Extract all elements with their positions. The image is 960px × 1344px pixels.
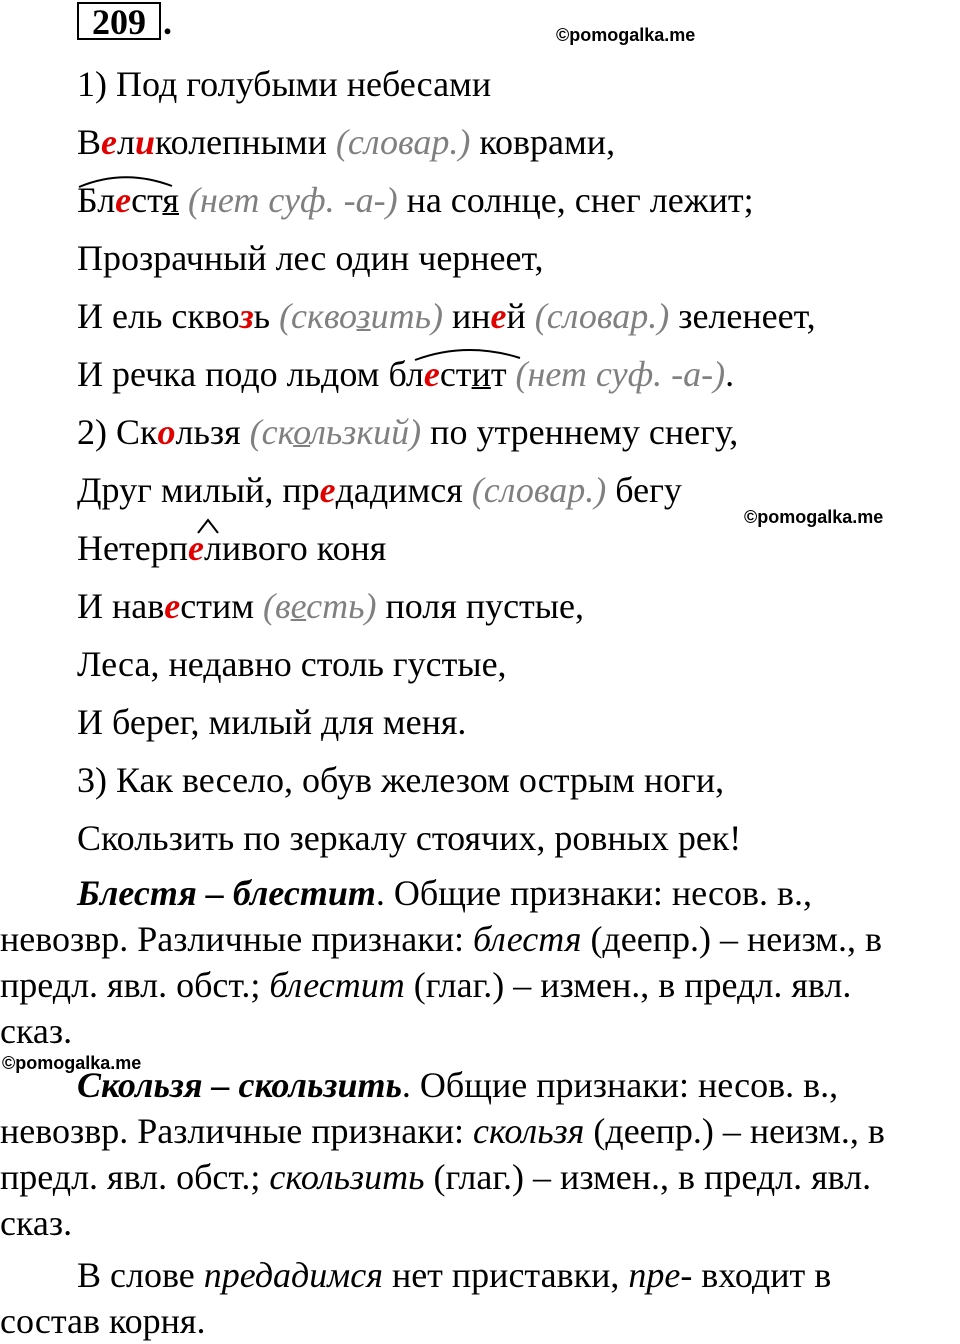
poem-line: 3) Как весело, обув железом острым ноги, [77,760,725,800]
poem-line: Леса, недавно столь густые, [77,644,507,684]
watermark: ©pomogalka.me [744,507,884,527]
watermark: ©pomogalka.me [556,25,696,45]
poem-line: Нетерпеливого коня [77,528,387,568]
poem-line: Блестя (нет суф. -а-) на солнце, снег лежит; [77,180,754,220]
poem-line: 1) Под голубыми небесами [77,64,492,104]
poem-line: Прозрачный лес один чернеет, [77,238,544,278]
poem-line: Друг милый, предадимся (словар.) бегу [77,470,682,510]
exercise-number-box: 209 [77,2,161,40]
poem-line: И речка подо льдом блестит (нет суф. -а-). [77,354,735,394]
exercise-number [77,2,172,42]
paragraph-skolzya: Скользя – скользить. Общие признаки: несов. в., невозвр. Различные признаки: скользя (деепр.) – неизм., в предл. явл. обст.; скользить (глаг.) – измен., в предл. явл. сказ. [0,1065,885,1243]
poem-line: 2) Скользя (скользкий) по утреннему снегу, [77,412,739,452]
poem-line: И берег, милый для меня. [77,702,467,742]
poem-line: И навестим (весть) поля пустые, [77,586,584,626]
poem-line: Скользить по зеркалу стоячих, ровных рек! [77,818,742,858]
watermark: ©pomogalka.me [2,1053,142,1073]
exercise-number-dot: . [163,2,172,42]
poem-line: И ель сквозь (сквозить) иней (словар.) зеленеет, [77,296,816,336]
paragraph-blestya: Блестя – блестит. Общие признаки: несов. в., невозвр. Различные признаки: блестя (деепр.) – неизм., в предл. явл. обст.; блестит (глаг.) – измен., в предл. явл. сказ. [0,873,882,1051]
paragraph-predadimsya: В слове предадимся нет приставки, пре- входит в состав корня. [0,1255,832,1341]
poem-line: Великолепными (словар.) коврами, [77,122,616,162]
